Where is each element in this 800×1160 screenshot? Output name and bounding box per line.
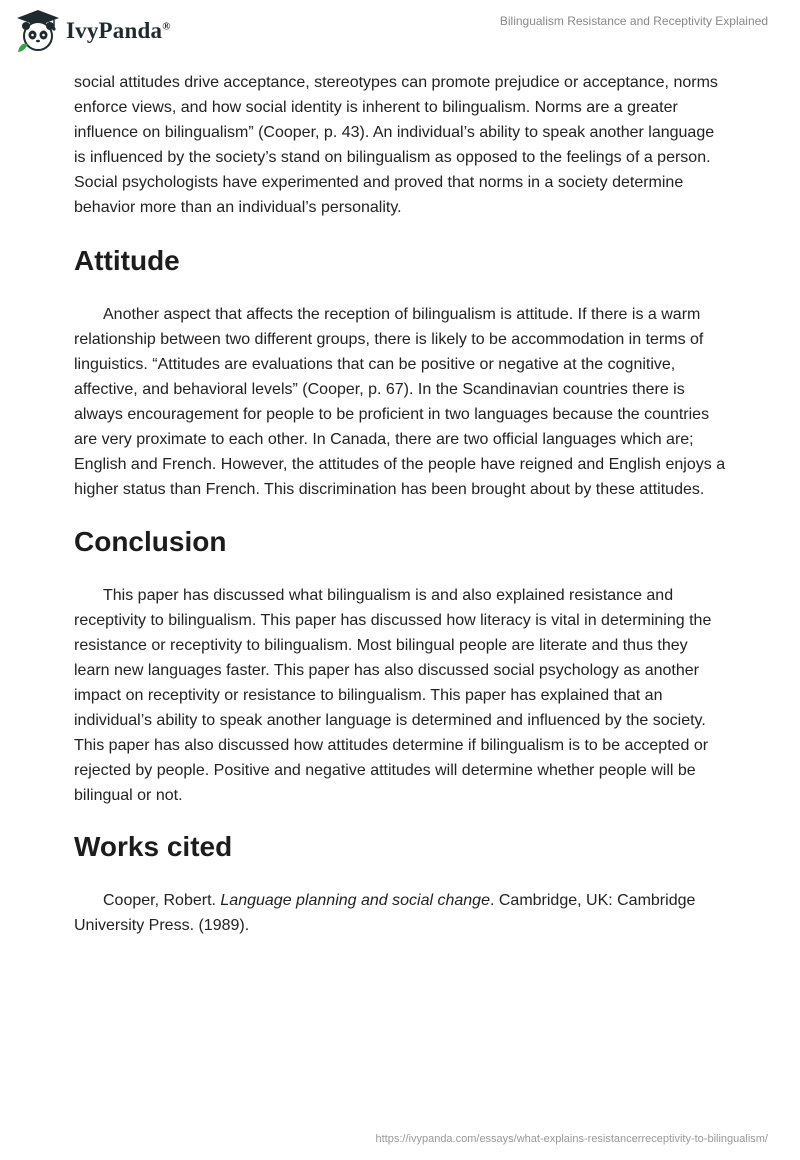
ivypanda-logo[interactable] xyxy=(14,8,171,54)
document-title: Bilingualism Resistance and Receptivity Explained xyxy=(499,14,768,28)
source-url[interactable]: https://ivypanda.com/essays/what-explains-resistancerreceptivity-to-bilingualism/ xyxy=(375,1133,768,1145)
brand-name: IvyPanda® xyxy=(66,18,171,43)
page-header xyxy=(0,0,800,70)
panda-graduate-icon xyxy=(14,8,62,54)
essay-content xyxy=(74,70,726,938)
citation-publisher: . Cambridge, UK: Cambridge University Press. (1989). xyxy=(74,892,696,934)
citation-entry xyxy=(74,888,726,938)
citation-author: Cooper, Robert. xyxy=(103,892,221,909)
conclusion-paragraph: This paper has discussed what bilingualism is and also explained resistance and receptivity to bilingualism. This paper has discussed how literacy is vital in determining the resistance or receptivity to bilingualism. Most bilingual people are literate and thus they learn new languages faster. This paper has also discussed social psychology as another impact on receptivity or resistance to bilingualism. This paper has explained that an individual’s ability to speak another language is determined and influenced by the society. This paper has also discussed how attitudes determine if bilingualism is to be accepted or rejected by people. Positive and negative attitudes will determine whether people will be bilingual or not. xyxy=(74,587,712,804)
works-cited-heading: Works cited xyxy=(74,831,233,862)
attitude-paragraph: Another aspect that affects the reception of bilingualism is attitude. If there is a warm relationship between two different groups, there is likely to be accommodation in terms of linguistics. “Attitudes are evaluations that can be positive or negative at the cognitive, affective, and behavioral levels” (Cooper, p. 67). In the Scandinavian countries there is always encouragement for people to be proficient in two languages because the countries are very proximate to each other. In Canada, there are two official languages which are; English and French. However, the attitudes of the people have reigned and English enjoys a higher status than French. This discrimination has been brought about by these attitudes. xyxy=(74,306,726,498)
citation-title: Language planning and social change xyxy=(220,892,490,909)
intro-paragraph: social attitudes drive acceptance, stereotypes can promote prejudice or acceptance, norms enforce views, and how social identity is inherent to bilingualism. Norms are a greater influence on bilingualism” (Cooper, p. 43). An individual’s ability to speak another language is influenced by the society’s stand on bilingualism as opposed to the feelings of a person. Social psychologists have experimented and proved that norms in a society determine behavior more than an individual’s personality. xyxy=(74,74,718,216)
attitude-heading: Attitude xyxy=(74,245,180,276)
conclusion-heading: Conclusion xyxy=(74,526,227,557)
